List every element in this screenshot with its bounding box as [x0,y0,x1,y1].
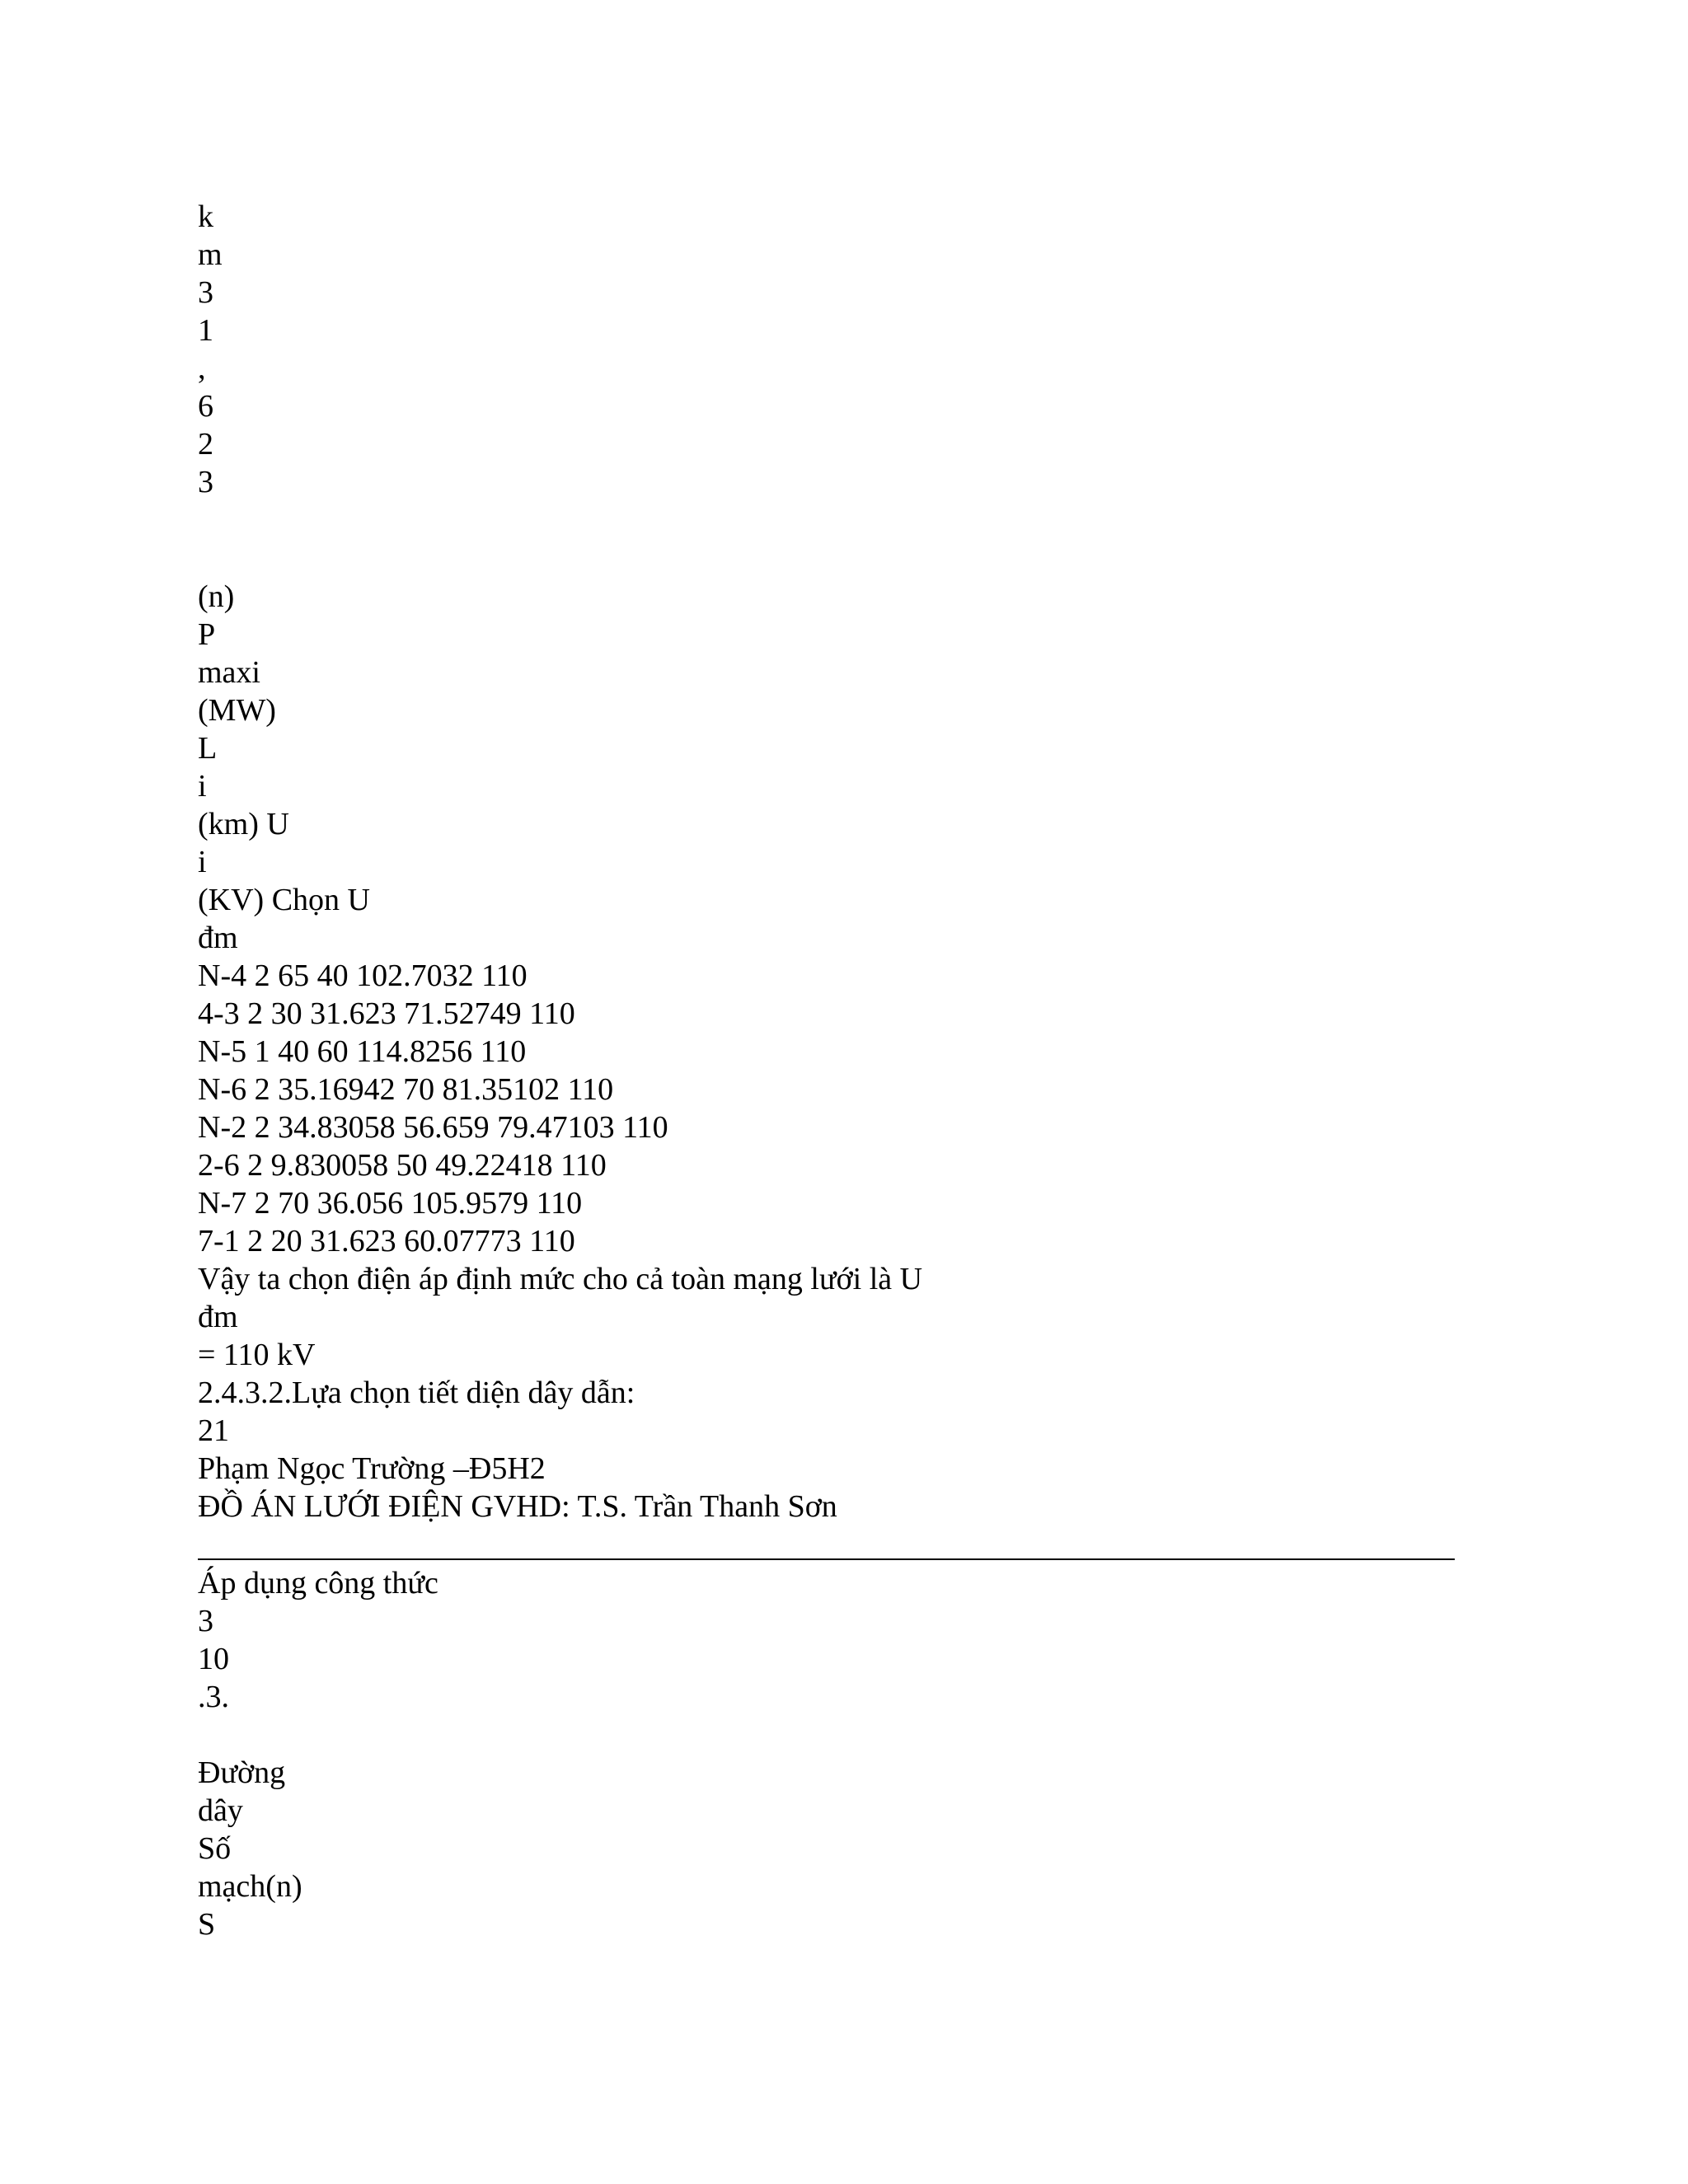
blank-line [198,1716,438,1754]
table-header-line: i [198,769,207,804]
header-rule [198,1558,1455,1560]
table-header-line: đm [198,921,238,955]
text-line: Áp dụng công thức [198,1566,438,1601]
voltage-selection-section [198,578,922,1526]
table-header-line: (km) U [198,807,289,841]
conductor-section [198,1564,438,1943]
table-row: 4-3 2 30 31.623 71.52749 110 [198,996,575,1031]
author-line: Phạm Ngọc Trường –Đ5H2 [198,1451,546,1486]
conclusion-text: đm [198,1300,238,1334]
vertical-fragment-km [198,198,223,501]
table-row: N-6 2 35.16942 70 81.35102 110 [198,1072,614,1107]
table-row: N-2 2 34.83058 56.659 79.47103 110 [198,1110,668,1145]
text-line: k [198,199,213,234]
table-header-line: S [198,1907,216,1942]
text-line: 2 [198,427,213,462]
table-header-line: (MW) [198,693,276,728]
table-header-line: mạch(n) [198,1869,302,1904]
text-line: 10 [198,1642,229,1676]
text-line: 6 [198,389,213,424]
conclusion-text: = 110 kV [198,1338,316,1372]
table-header-line: Số [198,1831,232,1866]
conclusion-text: Vậy ta chọn điện áp định mức cho cả toàn mạng lưới là U [198,1262,923,1296]
table-row: N-4 2 65 40 102.7032 110 [198,958,528,993]
text-line: , [198,351,206,386]
text-line: .3. [198,1680,229,1714]
text-line: 1 [198,313,213,348]
table-header-line: L [198,731,218,766]
section-heading: 2.4.3.2.Lựa chọn tiết diện dây dẫn: [198,1376,635,1410]
table-header-line: i [198,845,207,879]
table-row: 7-1 2 20 31.623 60.07773 110 [198,1224,575,1258]
table-header-line: maxi [198,655,260,690]
table-row: N-5 1 40 60 114.8256 110 [198,1034,527,1069]
page-number: 21 [198,1413,229,1448]
table-header-line: (n) [198,579,235,614]
running-header: ĐỒ ÁN LƯỚI ĐIỆN GVHD: T.S. Trần Thanh Sơn [198,1489,837,1524]
table-header-line: P [198,617,216,652]
table-row: N-7 2 70 36.056 105.9579 110 [198,1186,583,1221]
table-header-line: dây [198,1793,243,1828]
text-line: 3 [198,1604,213,1638]
text-line: 3 [198,275,213,310]
table-row: 2-6 2 9.830058 50 49.22418 110 [198,1148,607,1183]
table-header-line: (KV) Chọn U [198,883,370,917]
text-line: m [198,237,223,272]
table-header-line: Đường [198,1755,286,1790]
text-line: 3 [198,465,213,499]
